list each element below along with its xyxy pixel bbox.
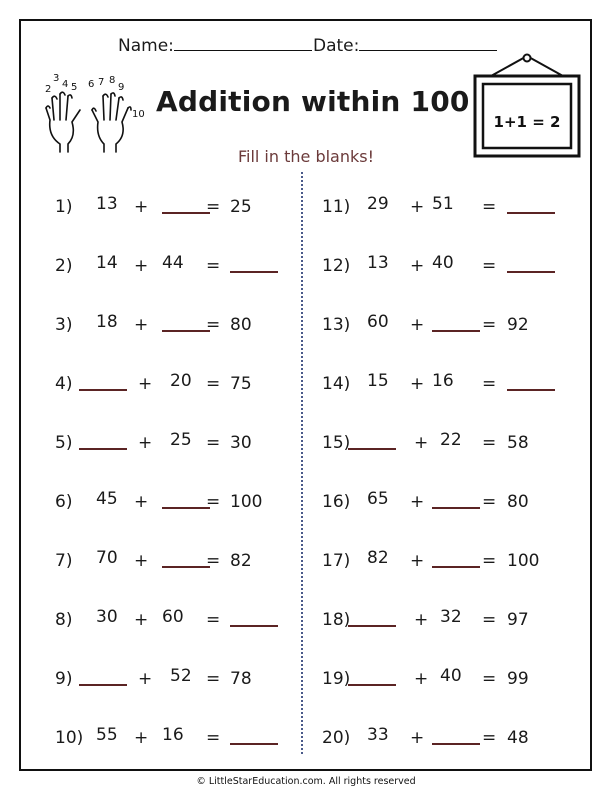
plus-sign: + bbox=[138, 374, 153, 394]
plus-sign: + bbox=[414, 610, 429, 630]
equals-sign: = bbox=[206, 610, 221, 630]
name-field[interactable] bbox=[118, 34, 312, 56]
finger-number: 8 bbox=[109, 75, 116, 86]
plus-sign: + bbox=[410, 374, 425, 394]
equals-sign: = bbox=[206, 315, 221, 335]
sum: 82 bbox=[230, 551, 252, 571]
first-addend: 14 bbox=[96, 253, 118, 273]
second-addend: 22 bbox=[440, 430, 462, 450]
second-addend: 20 bbox=[170, 371, 192, 391]
sum: 78 bbox=[230, 669, 252, 689]
answer-blank[interactable] bbox=[432, 743, 480, 745]
first-addend: 45 bbox=[96, 489, 118, 509]
column-divider bbox=[301, 172, 303, 754]
sum: 100 bbox=[230, 492, 263, 512]
instructions: Fill in the blanks! bbox=[237, 147, 375, 166]
finger-number: 6 bbox=[88, 79, 95, 90]
plus-sign: + bbox=[134, 256, 149, 276]
answer-blank[interactable] bbox=[230, 625, 278, 627]
finger-number: 7 bbox=[98, 77, 105, 88]
equals-sign: = bbox=[482, 669, 497, 689]
answer-blank[interactable] bbox=[162, 507, 210, 509]
finger-number: 9 bbox=[118, 82, 125, 93]
answer-blank[interactable] bbox=[162, 330, 210, 332]
plus-sign: + bbox=[410, 256, 425, 276]
answer-blank[interactable] bbox=[432, 566, 480, 568]
answer-blank[interactable] bbox=[507, 212, 555, 214]
finger-number: 4 bbox=[62, 79, 69, 90]
sum: 80 bbox=[507, 492, 529, 512]
plus-sign: + bbox=[134, 315, 149, 335]
name-blank[interactable] bbox=[174, 34, 312, 51]
finger-number: 5 bbox=[71, 82, 78, 93]
first-addend: 65 bbox=[367, 489, 389, 509]
plus-sign: + bbox=[410, 197, 425, 217]
second-addend: 25 bbox=[170, 430, 192, 450]
sum: 75 bbox=[230, 374, 252, 394]
first-addend: 82 bbox=[367, 548, 389, 568]
answer-blank[interactable] bbox=[348, 684, 396, 686]
equals-sign: = bbox=[206, 197, 221, 217]
finger-number: 10 bbox=[132, 109, 145, 120]
plus-sign: + bbox=[138, 433, 153, 453]
first-addend: 70 bbox=[96, 548, 118, 568]
finger-number: 3 bbox=[53, 73, 60, 84]
sum: 48 bbox=[507, 728, 529, 748]
first-addend: 60 bbox=[367, 312, 389, 332]
first-addend: 15 bbox=[367, 371, 389, 391]
equals-sign: = bbox=[482, 728, 497, 748]
chalkboard-icon bbox=[471, 52, 583, 160]
second-addend: 60 bbox=[162, 607, 184, 627]
problem-number: 2) bbox=[55, 256, 73, 276]
equals-sign: = bbox=[206, 669, 221, 689]
answer-blank[interactable] bbox=[432, 507, 480, 509]
equals-sign: = bbox=[206, 728, 221, 748]
sum: 92 bbox=[507, 315, 529, 335]
plus-sign: + bbox=[410, 492, 425, 512]
answer-blank[interactable] bbox=[162, 212, 210, 214]
answer-blank[interactable] bbox=[230, 271, 278, 273]
sum: 25 bbox=[230, 197, 252, 217]
sum: 100 bbox=[507, 551, 540, 571]
answer-blank[interactable] bbox=[348, 625, 396, 627]
board-text: 1+1 = 2 bbox=[493, 113, 561, 131]
plus-sign: + bbox=[138, 669, 153, 689]
sum: 58 bbox=[507, 433, 529, 453]
equals-sign: = bbox=[206, 551, 221, 571]
problem-number: 13) bbox=[322, 315, 351, 335]
equals-sign: = bbox=[482, 197, 497, 217]
equals-sign: = bbox=[482, 374, 497, 394]
second-addend: 16 bbox=[432, 371, 454, 391]
second-addend: 51 bbox=[432, 194, 454, 214]
equals-sign: = bbox=[206, 256, 221, 276]
second-addend: 40 bbox=[432, 253, 454, 273]
name-label: Name: bbox=[118, 36, 174, 56]
problem-number: 5) bbox=[55, 433, 73, 453]
problem-number: 17) bbox=[322, 551, 351, 571]
problem-number: 11) bbox=[322, 197, 351, 217]
plus-sign: + bbox=[410, 728, 425, 748]
problem-number: 20) bbox=[322, 728, 351, 748]
problem-number: 1) bbox=[55, 197, 73, 217]
equals-sign: = bbox=[482, 315, 497, 335]
answer-blank[interactable] bbox=[507, 271, 555, 273]
equals-sign: = bbox=[206, 492, 221, 512]
equals-sign: = bbox=[482, 256, 497, 276]
answer-blank[interactable] bbox=[348, 448, 396, 450]
equals-sign: = bbox=[206, 433, 221, 453]
problem-number: 16) bbox=[322, 492, 351, 512]
date-blank[interactable] bbox=[359, 34, 497, 51]
answer-blank[interactable] bbox=[162, 566, 210, 568]
plus-sign: + bbox=[410, 551, 425, 571]
equals-sign: = bbox=[482, 433, 497, 453]
first-addend: 55 bbox=[96, 725, 118, 745]
problem-number: 8) bbox=[55, 610, 73, 630]
plus-sign: + bbox=[134, 728, 149, 748]
problem-number: 4) bbox=[55, 374, 73, 394]
problem-number: 15) bbox=[322, 433, 351, 453]
second-addend: 32 bbox=[440, 607, 462, 627]
answer-blank[interactable] bbox=[79, 684, 127, 686]
answer-blank[interactable] bbox=[432, 330, 480, 332]
plus-sign: + bbox=[410, 315, 425, 335]
first-addend: 30 bbox=[96, 607, 118, 627]
plus-sign: + bbox=[414, 433, 429, 453]
answer-blank[interactable] bbox=[230, 743, 278, 745]
problem-number: 10) bbox=[55, 728, 84, 748]
plus-sign: + bbox=[414, 669, 429, 689]
sum: 99 bbox=[507, 669, 529, 689]
problem-number: 9) bbox=[55, 669, 73, 689]
answer-blank[interactable] bbox=[79, 389, 127, 391]
problem-number: 6) bbox=[55, 492, 73, 512]
worksheet-title: Addition within 100 bbox=[156, 85, 470, 118]
equals-sign: = bbox=[482, 610, 497, 630]
second-addend: 40 bbox=[440, 666, 462, 686]
equals-sign: = bbox=[482, 551, 497, 571]
problem-number: 14) bbox=[322, 374, 351, 394]
first-addend: 29 bbox=[367, 194, 389, 214]
first-addend: 13 bbox=[367, 253, 389, 273]
first-addend: 13 bbox=[96, 194, 118, 214]
equals-sign: = bbox=[206, 374, 221, 394]
copyright-footer: © LittleStarEducation.com. All rights reserved bbox=[196, 776, 416, 787]
answer-blank[interactable] bbox=[507, 389, 555, 391]
plus-sign: + bbox=[134, 197, 149, 217]
problem-number: 7) bbox=[55, 551, 73, 571]
plus-sign: + bbox=[134, 492, 149, 512]
second-addend: 44 bbox=[162, 253, 184, 273]
first-addend: 33 bbox=[367, 725, 389, 745]
problem-number: 3) bbox=[55, 315, 73, 335]
problem-number: 19) bbox=[322, 669, 351, 689]
date-label: Date: bbox=[313, 36, 360, 56]
plus-sign: + bbox=[134, 610, 149, 630]
sum: 30 bbox=[230, 433, 252, 453]
answer-blank[interactable] bbox=[79, 448, 127, 450]
sum: 97 bbox=[507, 610, 529, 630]
problem-number: 12) bbox=[322, 256, 351, 276]
plus-sign: + bbox=[134, 551, 149, 571]
first-addend: 18 bbox=[96, 312, 118, 332]
equals-sign: = bbox=[482, 492, 497, 512]
counting-hands-icon bbox=[38, 70, 150, 155]
sum: 80 bbox=[230, 315, 252, 335]
second-addend: 16 bbox=[162, 725, 184, 745]
problem-number: 18) bbox=[322, 610, 351, 630]
second-addend: 52 bbox=[170, 666, 192, 686]
finger-number: 2 bbox=[45, 84, 52, 95]
date-field[interactable] bbox=[313, 34, 497, 56]
